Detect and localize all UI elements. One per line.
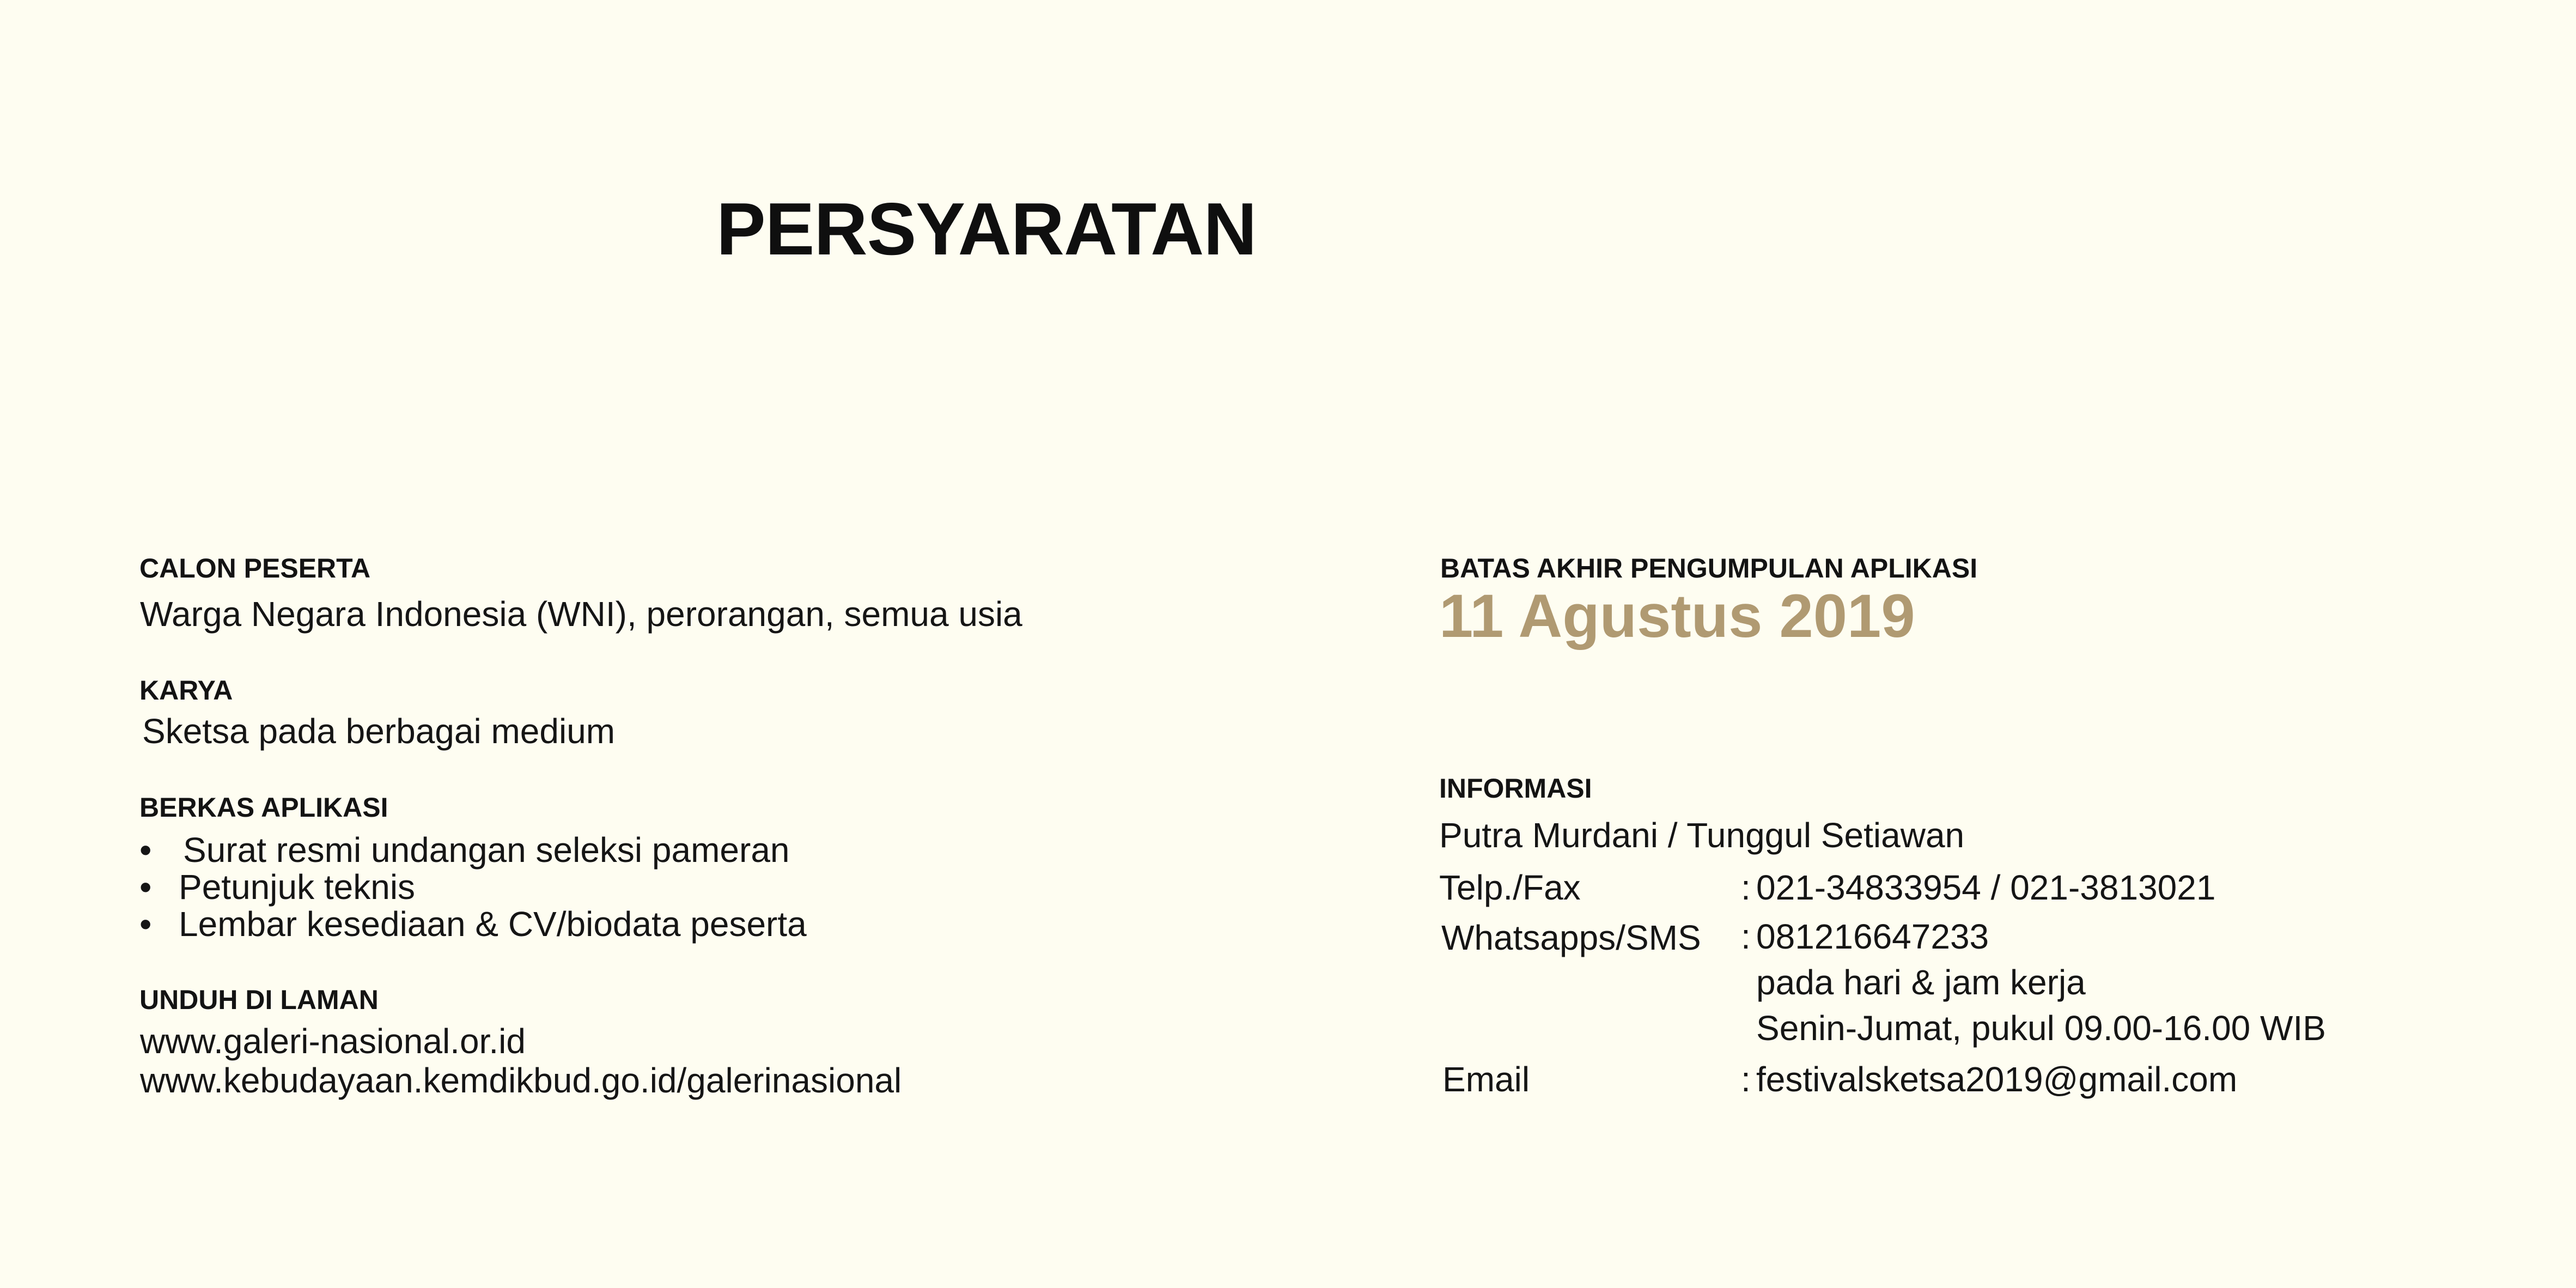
berkas-aplikasi-list xyxy=(139,831,957,943)
karya-heading: KARYA xyxy=(139,675,233,706)
deadline-date: 11 Agustus 2019 xyxy=(1439,582,1915,650)
telp-colon: : xyxy=(1741,868,1751,907)
bullet-icon: • xyxy=(139,904,152,944)
informasi-heading: INFORMASI xyxy=(1439,773,1592,804)
contact-names: Putra Murdani / Tunggul Setiawan xyxy=(1439,816,1965,855)
list-item xyxy=(139,831,957,868)
calon-peserta-text: Warga Negara Indonesia (WNI), perorangan, semua usia xyxy=(140,594,1022,634)
karya-text: Sketsa pada berbagai medium xyxy=(142,712,616,751)
list-item xyxy=(139,868,957,906)
email-value[interactable]: festivalsketsa2019@gmail.com xyxy=(1756,1060,2238,1099)
whatsapp-value: 081216647233 xyxy=(1756,917,1989,956)
page-title: PERSYARATAN xyxy=(716,187,1257,270)
telp-label: Telp./Fax xyxy=(1439,868,1581,907)
whatsapp-colon: : xyxy=(1741,917,1751,956)
calon-peserta-heading: CALON PESERTA xyxy=(139,553,371,584)
whatsapp-label: Whatsapps/SMS xyxy=(1441,918,1701,957)
email-label: Email xyxy=(1442,1060,1530,1099)
list-item-text: Lembar kesediaan & CV/biodata peserta xyxy=(179,904,807,944)
download-link-kemdikbud[interactable]: www.kebudayaan.kemdikbud.go.id/galerinasional xyxy=(140,1061,902,1100)
list-item-text: Petunjuk teknis xyxy=(179,867,416,907)
download-link-galeri[interactable]: www.galeri-nasional.or.id xyxy=(140,1022,526,1061)
whatsapp-note-schedule: Senin-Jumat, pukul 09.00-16.00 WIB xyxy=(1756,1008,2326,1048)
whatsapp-note-hours: pada hari & jam kerja xyxy=(1756,963,2086,1002)
list-item-text: Surat resmi undangan seleksi pameran xyxy=(183,830,790,870)
email-colon: : xyxy=(1741,1060,1751,1099)
deadline-heading: BATAS AKHIR PENGUMPULAN APLIKASI xyxy=(1440,553,1978,584)
telp-value: 021-34833954 / 021-3813021 xyxy=(1756,868,2216,907)
bullet-icon: • xyxy=(139,830,152,870)
bullet-icon: • xyxy=(139,867,152,907)
berkas-aplikasi-heading: BERKAS APLIKASI xyxy=(139,792,388,823)
unduh-heading: UNDUH DI LAMAN xyxy=(139,985,379,1015)
list-item xyxy=(139,906,957,943)
